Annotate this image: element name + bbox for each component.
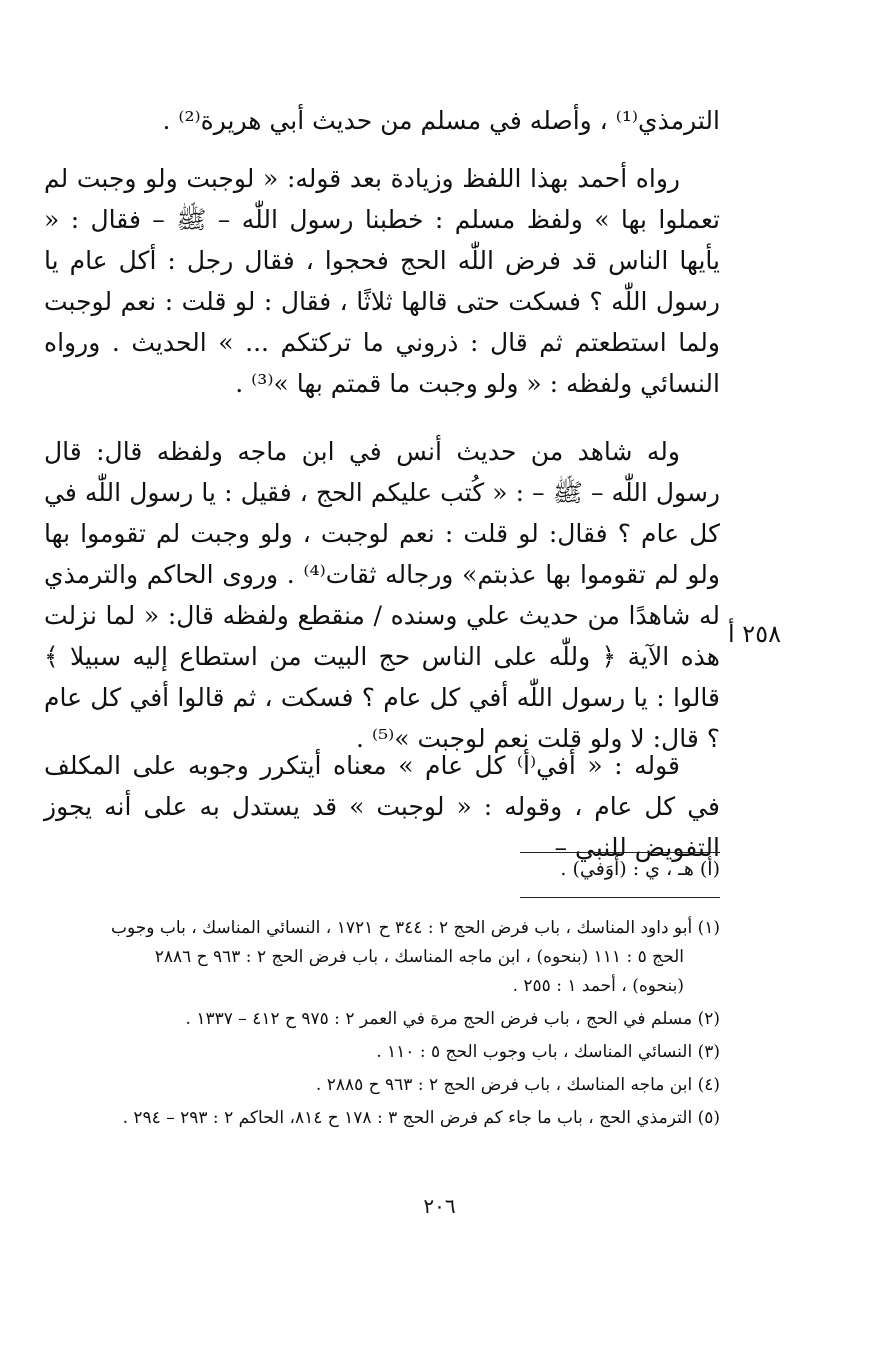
footnotes [44,914,720,1137]
footnote-1-line-3: (بنحوه) ، أحمد ١ : ٢٥٥ . [512,976,684,996]
footnote-4: (٤) ابن ماجه المناسك ، باب فرض الحج ٢ : ٩٦٣ ح ٢٨٨٥ . [315,1075,720,1095]
footnote-separator [520,897,720,898]
main-text [44,100,720,141]
footnote-1 [44,914,720,1001]
main-text-block-3 [44,431,720,759]
footnote-1-line-2: الحج ٥ : ١١١ (بنحوه) ، ابن ماجه المناسك ، باب فرض الحج ٢ : ٩٦٣ ح ٢٨٨٦ [154,947,684,967]
paragraph-3: وله شاهد من حديث أنس في ابن ماجه ولفظه قال: قال رسول اللّٰه – ﷺ – : « كُتب عليكم الحج ، فقيل : يا رسول اللّٰه في كل عام ؟ فقال: لو قلت : نعم لوجبت ، ولو وجبت لم تقوموا بها ولو لم تقوموا بها عذبتم» ورجاله ثقات⁽⁴⁾ . وروى الحاكم والترمذي له شاهدًا من حديث علي وسنده / منقطع ولفظه قال: « لما نزلت هذه الآية ﴿ وللّٰه على الناس حج البيت من استطاع إليه سبيلا ﴾ قالوا : يا رسول اللّٰه أفي كل عام ؟ فسكت ، ثم قالوا أفي كل عام ؟ قال: لا ولو قلت نعم لوجبت »⁽⁵⁾ . [44,437,720,753]
variant-note: (أ) هـ ، ي : (أَوَفي) . [560,858,720,880]
main-text-block-4 [44,745,720,868]
paragraph-4: قوله : « أفي⁽أ⁾ كل عام » معناه أيتكرر وجوبه على المكلف في كل عام ، وقوله : « لوجبت » قد يستدل به على أنه يجوز التفويض للنبي – [44,751,720,862]
manuscript-folio-marker: ٢٥٨ أ [728,620,781,648]
footnote-3: (٣) النسائي المناسك ، باب وجوب الحج ٥ : ١١٠ . [376,1042,720,1062]
footnote-1-line-1: (١) أبو داود المناسك ، باب فرض الحج ٢ : ٣٤٤ ح ١٧٢١ ، النسائي المناسك ، باب وجوب [110,918,720,938]
variant-top-rule [520,852,720,853]
paragraph-2: رواه أحمد بهذا اللفظ وزيادة بعد قوله: « لوجبت ولو وجبت لم تعملوا بها » ولفظ مسلم : خطبنا رسول اللّٰه – ﷺ – فقال : « يأيها الناس قد فرض اللّٰه الحج فحجوا ، فقال رجل : أكل عام يا رسول اللّٰه ؟ فسكت حتى قالها ثلاثًا ، فقال : لو قلت : نعم لوجبت ولما استطعتم ثم قال : ذروني ما تركتكم ... » الحديث . ورواه النسائي ولفظه : « ولو وجبت ما قمتم بها »⁽³⁾ . [44,164,720,398]
main-text-block-2 [44,158,720,404]
footnote-5: (٥) الترمذي الحج ، باب ما جاء كم فرض الحج ٣ : ١٧٨ ح ٨١٤، الحاكم ٢ : ٢٩٣ – ٢٩٤ . [122,1108,720,1128]
paragraph-1: الترمذي⁽¹⁾ ، وأصله في مسلم من حديث أبي هريرة⁽²⁾ . [162,106,720,135]
footnote-2: (٢) مسلم في الحج ، باب فرض الحج مرة في العمر ٢ : ٩٧٥ ح ٤١٢ – ١٣٣٧ . [185,1009,720,1029]
page-number: ٢٠٦ [423,1194,456,1218]
